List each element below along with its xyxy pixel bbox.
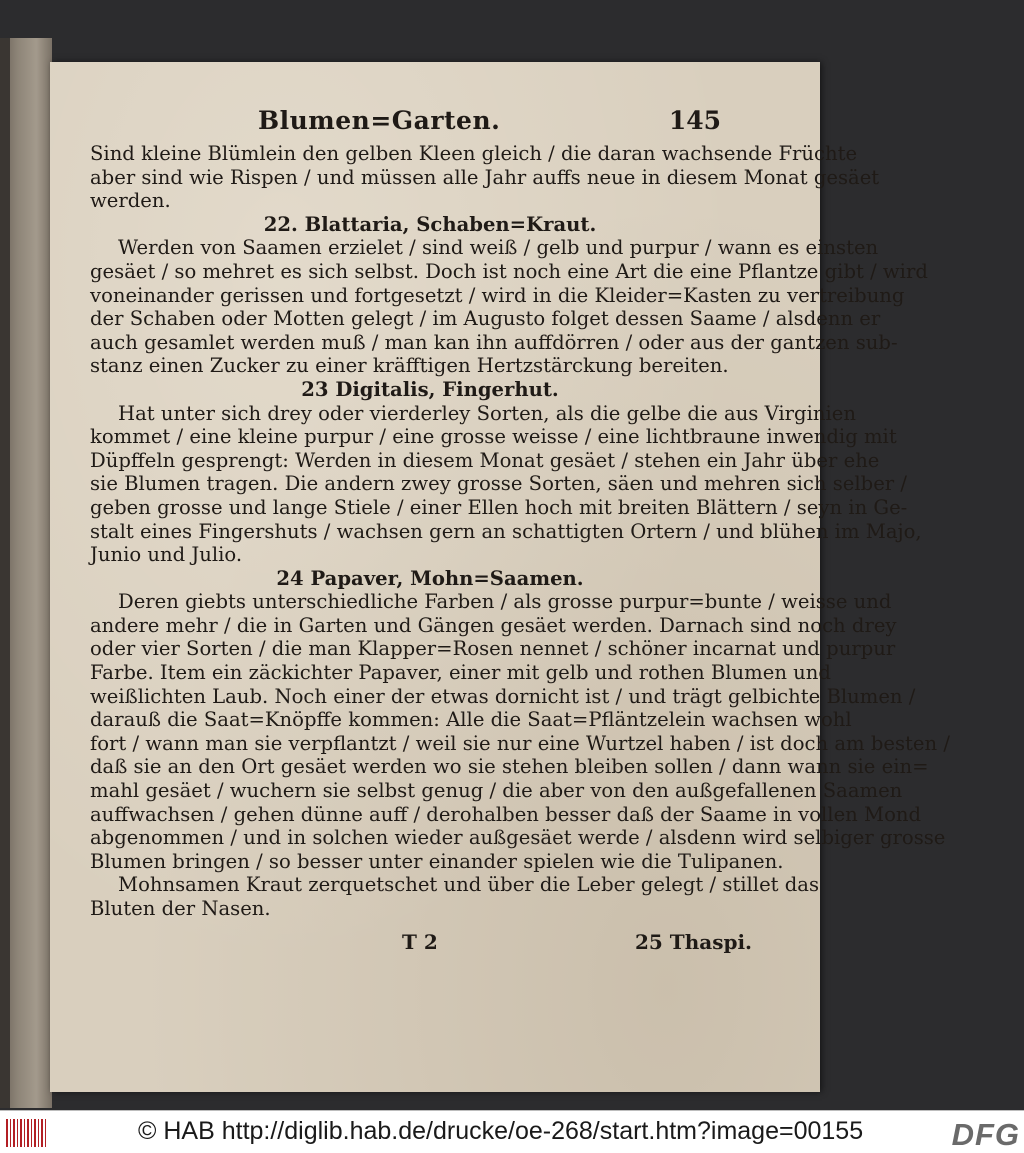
text-line: daß sie an den Ort gesäet werden wo sie stehen bleiben sollen / dann wann sie ein= bbox=[90, 755, 929, 779]
page-number: 145 bbox=[668, 106, 721, 135]
page-content bbox=[50, 62, 950, 1092]
text-line: werden. bbox=[90, 189, 171, 213]
catchword: 25 Thaspi. bbox=[635, 930, 752, 954]
running-head: Blumen=Garten. bbox=[258, 106, 501, 135]
section-heading: 23 Digitalis, Fingerhut. bbox=[301, 377, 559, 401]
text-line: Blumen bringen / so besser unter einander spielen wie die Tulipanen. bbox=[90, 849, 784, 873]
body-text bbox=[90, 142, 950, 921]
text-line: weißlichten Laub. Noch einer der etwas dornicht ist / und trägt gelbichte Blumen / bbox=[90, 684, 916, 708]
text-line: geben grosse und lange Stiele / einer Ellen hoch mit breiten Blättern / seyn in Ge- bbox=[90, 495, 908, 519]
text-line: auch gesamlet werden muß / man kan ihn auffdörren / oder aus der gantzen sub- bbox=[90, 330, 898, 354]
text-line: sie Blumen tragen. Die andern zwey grosse Sorten, säen und mehren sich selber / bbox=[90, 472, 907, 496]
text-line: stalt eines Fingershuts / wachsen gern an schattigten Ortern / und blühen im Majo, bbox=[90, 519, 922, 543]
signature-mark: T 2 bbox=[402, 930, 438, 954]
dfg-logo: DFG bbox=[951, 1117, 1020, 1152]
source-citation: © HAB http://diglib.hab.de/drucke/oe-268/start.htm?image=00155 bbox=[138, 1117, 864, 1145]
text-line: darauß die Saat=Knöpffe kommen: Alle die Saat=Pfläntzelein wachsen wohl bbox=[90, 708, 852, 732]
page-footer bbox=[90, 930, 770, 960]
text-line: mahl gesäet / wuchern sie selbst genug / die aber von den außgefallenen Saamen bbox=[90, 779, 903, 803]
text-line: Düpffeln gesprengt: Werden in diesem Monat gesäet / stehen ein Jahr über ehe bbox=[90, 448, 880, 472]
text-line: kommet / eine kleine purpur / eine grosse weisse / eine lichtbraune inwendig mit bbox=[90, 425, 897, 449]
text-line: oder vier Sorten / die man Klapper=Rosen nennet / schöner incarnat und purpur bbox=[90, 637, 896, 661]
barcode-icon bbox=[6, 1119, 46, 1147]
text-line: fort / wann man sie verpflantzt / weil sie nur eine Wurtzel haben / ist doch am besten / bbox=[90, 731, 950, 755]
text-line: Sind kleine Blümlein den gelben Kleen gleich / die daran wachsende Früchte bbox=[90, 142, 858, 165]
source-bar bbox=[0, 1110, 1024, 1153]
book-page bbox=[50, 62, 950, 1092]
section-heading: 22. Blattaria, Schaben=Kraut. bbox=[263, 212, 597, 236]
text-line: aber sind wie Rispen / und müssen alle Jahr auffs neue in diesem Monat gesäet bbox=[90, 165, 880, 189]
page-header bbox=[258, 106, 720, 142]
text-line: Mohnsamen Kraut zerquetschet und über die Leber gelegt / stillet das bbox=[118, 873, 820, 897]
text-line: gesäet / so mehret es sich selbst. Doch ist noch eine Art die eine Pflantze gibt / wird bbox=[90, 259, 928, 283]
text-line: der Schaben oder Motten gelegt / im Augusto folget dessen Saame / alsdenn er bbox=[90, 307, 881, 331]
text-line: auffwachsen / gehen dünne auff / derohalben besser daß der Saame in vollen Mond bbox=[90, 802, 922, 826]
text-line: Junio und Julio. bbox=[90, 543, 243, 567]
text-line: Deren giebts unterschiedliche Farben / als grosse purpur=bunte / weisse und bbox=[118, 590, 892, 614]
text-line: voneinander gerissen und fortgesetzt / wird in die Kleider=Kasten zu vertreibung bbox=[90, 283, 905, 307]
text-line: andere mehr / die in Garten und Gängen gesäet werden. Darnach sind noch drey bbox=[90, 613, 897, 637]
binding-shadow bbox=[0, 38, 10, 1108]
text-line: Bluten der Nasen. bbox=[90, 897, 271, 920]
text-line: Werden von Saamen erzielet / sind weiß / gelb und purpur / wann es einsten bbox=[118, 236, 879, 260]
text-line: abgenommen / und in solchen wieder außgesäet werde / alsdenn wird selbiger grosse bbox=[90, 826, 946, 850]
section-heading: 24 Papaver, Mohn=Saamen. bbox=[276, 566, 584, 590]
text-line: stanz einen Zucker zu einer kräfftigen Hertzstärckung bereiten. bbox=[90, 354, 729, 378]
text-line: Farbe. Item ein zäckichter Papaver, einer mit gelb und rothen Blumen und bbox=[90, 661, 831, 685]
text-line: Hat unter sich drey oder vierderley Sorten, als die gelbe die aus Virginien bbox=[118, 401, 856, 425]
